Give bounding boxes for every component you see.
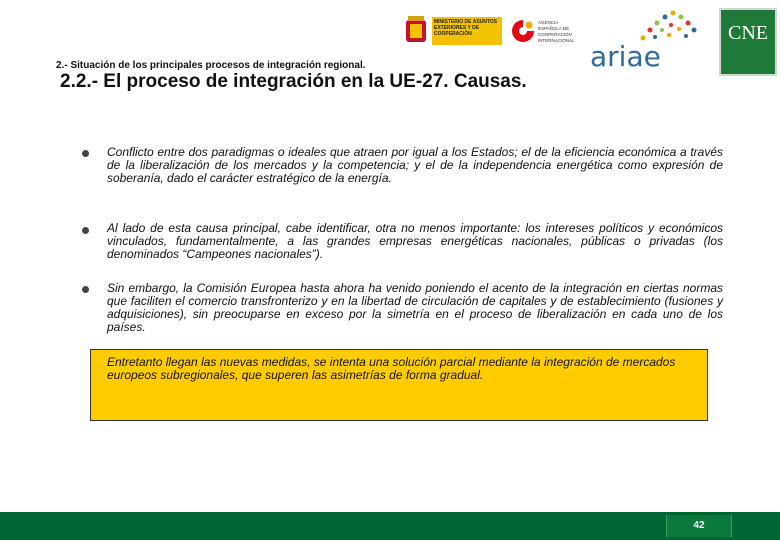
ariae-logo: [588, 6, 718, 76]
ministerio-text: MINISTERIO DE ASUNTOS EXTERIORES Y DE COOPERACIÓN: [434, 19, 498, 37]
ariae-wordmark: ariae: [590, 40, 661, 73]
aecid-mark-icon: [510, 18, 536, 44]
page-number: 42: [693, 520, 705, 531]
bullet-text-3: Sin embargo, la Comisión Europea hasta ahora ha venido poniendo el acento de la integración en ciertas normas que faciliten el comercio transfronterizo y en la libertad de circulación de capitales y de establecimiento (fusiones y adquisiciones), sin preocuparse en exceso por la simetría en el proceso de liberalización en cada uno de los países.: [107, 281, 723, 334]
highlight-note-box: [90, 349, 708, 421]
bullet-dot-icon: [82, 227, 89, 234]
bullet-dot-icon: [82, 150, 89, 157]
coat-of-arms-icon: [402, 16, 430, 46]
bullet-dot-icon: [82, 286, 89, 293]
aecid-text: AGENCIA ESPAÑOLA DE COOPERACIÓN INTERNACIONAL: [538, 20, 575, 43]
section-subtitle: 2.- Situación de los principales procesos de integración regional.: [56, 60, 366, 71]
ministerio-logo: [400, 14, 504, 48]
aecid-logo: [510, 16, 580, 46]
highlight-note-text: Entretanto llegan las nuevas medidas, se intenta una solución parcial mediante la integración de mercados europeos subregionales, que superen las asimetrías de forma gradual.: [107, 355, 676, 382]
footer-bar: [0, 512, 780, 540]
bullet-text-2: Al lado de esta causa principal, cabe identificar, otra no menos importante: los intereses políticos y económicos vinculados, fundamentalmente, a las grandes empresas energéticas nacionales, públicas o privadas (los denominados “Campeones nacionales”).: [107, 221, 723, 261]
page-title: 2.2.- El proceso de integración en la UE-27. Causas.: [60, 71, 527, 92]
cne-logo: [719, 8, 777, 76]
page-number-box: [666, 515, 732, 537]
bullet-text-1: Conflicto entre dos paradigmas o ideales que atraen por igual a los Estados; el de la eficiencia económica a través de la liberalización de los mercados y la competencia; y el de la independencia energética como expresión de soberanía, dado el carácter estratégico de la energía.: [107, 145, 723, 185]
cne-text: CNE: [728, 22, 768, 44]
